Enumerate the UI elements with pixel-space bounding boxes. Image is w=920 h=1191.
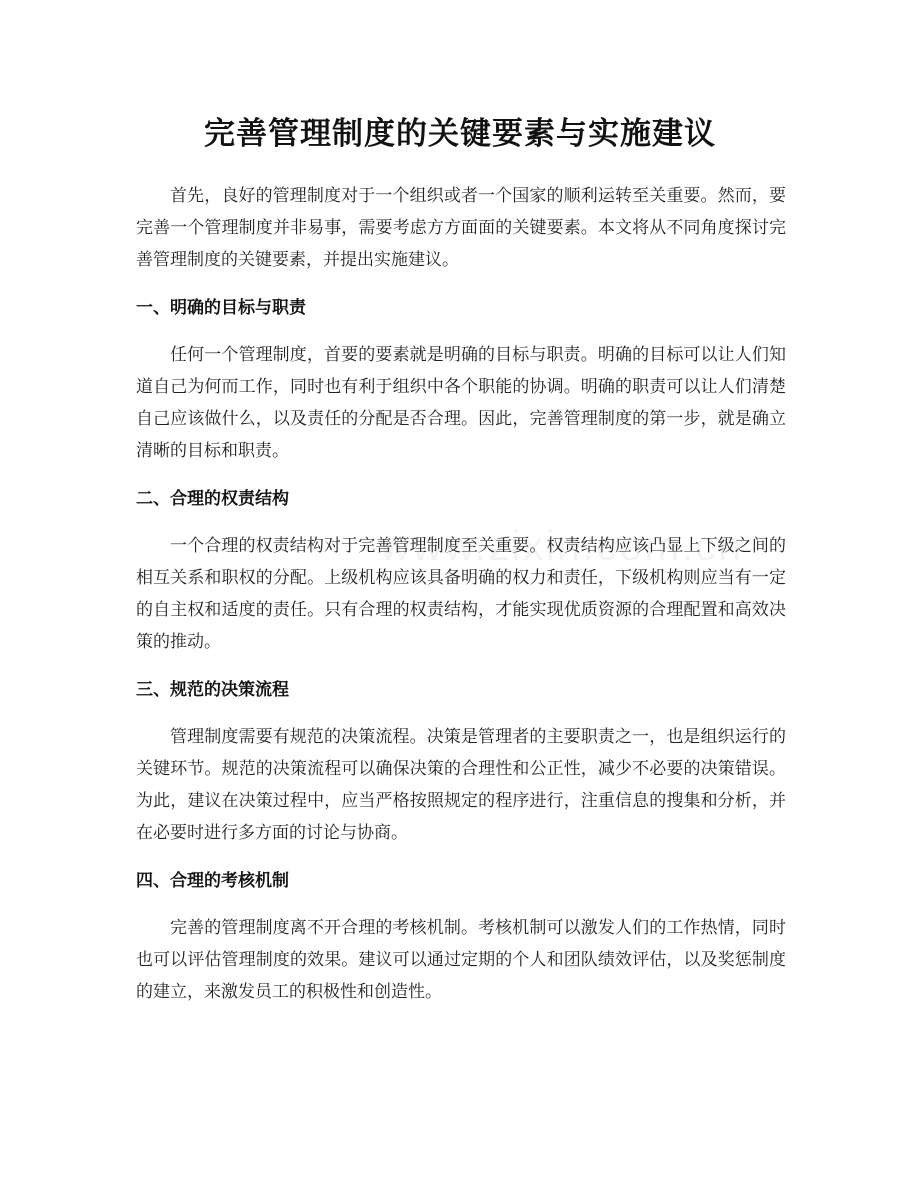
section-body-3: 管理制度需要有规范的决策流程。决策是管理者的主要职责之一，也是组织运行的关键环节。规范的决策流程可以确保决策的合理性和公正性，减少不必要的决策错误。为此，建议在决策过程中，应当严格按照规定的程序进行，注重信息的搜集和分析，并在必要时进行多方面的讨论与协商。 — [136, 727, 786, 843]
document-body — [136, 180, 786, 1008]
section-heading-3: 三、规范的决策流程 — [136, 680, 289, 700]
section-body-2: 一个合理的权责结构对于完善管理制度至关重要。权责结构应该凸显上下级之间的相互关系和职权的分配。上级机构应该具备明确的权力和责任，下级机构则应当有一定的自主权和适度的责任。只有合理的权责结构，才能实现优质资源的合理配置和高效决策的推动。 — [136, 536, 786, 652]
section-body-1: 任何一个管理制度，首要的要素就是明确的目标与职责。明确的目标可以让人们知道自己为何而工作，同时也有利于组织中各个职能的协调。明确的职责可以让人们清楚自己应该做什么，以及责任的分配是否合理。因此，完善管理制度的第一步，就是确立清晰的目标和职责。 — [136, 345, 786, 461]
intro-paragraph: 首先，良好的管理制度对于一个组织或者一个国家的顺利运转至关重要。然而，要完善一个管理制度并非易事，需要考虑方方面面的关键要素。本文将从不同角度探讨完善管理制度的关键要素，并提出实施建议。 — [136, 186, 786, 270]
section-body-4: 完善的管理制度离不开合理的考核机制。考核机制可以激发人们的工作热情，同时也可以评估管理制度的效果。建议可以通过定期的个人和团队绩效评估，以及奖惩制度的建立，来激发员工的积极性和创造性。 — [136, 918, 786, 1002]
section-heading-4: 四、合理的考核机制 — [136, 871, 289, 891]
document-title: 完善管理制度的关键要素与实施建议 — [204, 116, 716, 152]
section-heading-2: 二、合理的权责结构 — [136, 489, 289, 509]
section-heading-1: 一、明确的目标与职责 — [136, 298, 306, 318]
